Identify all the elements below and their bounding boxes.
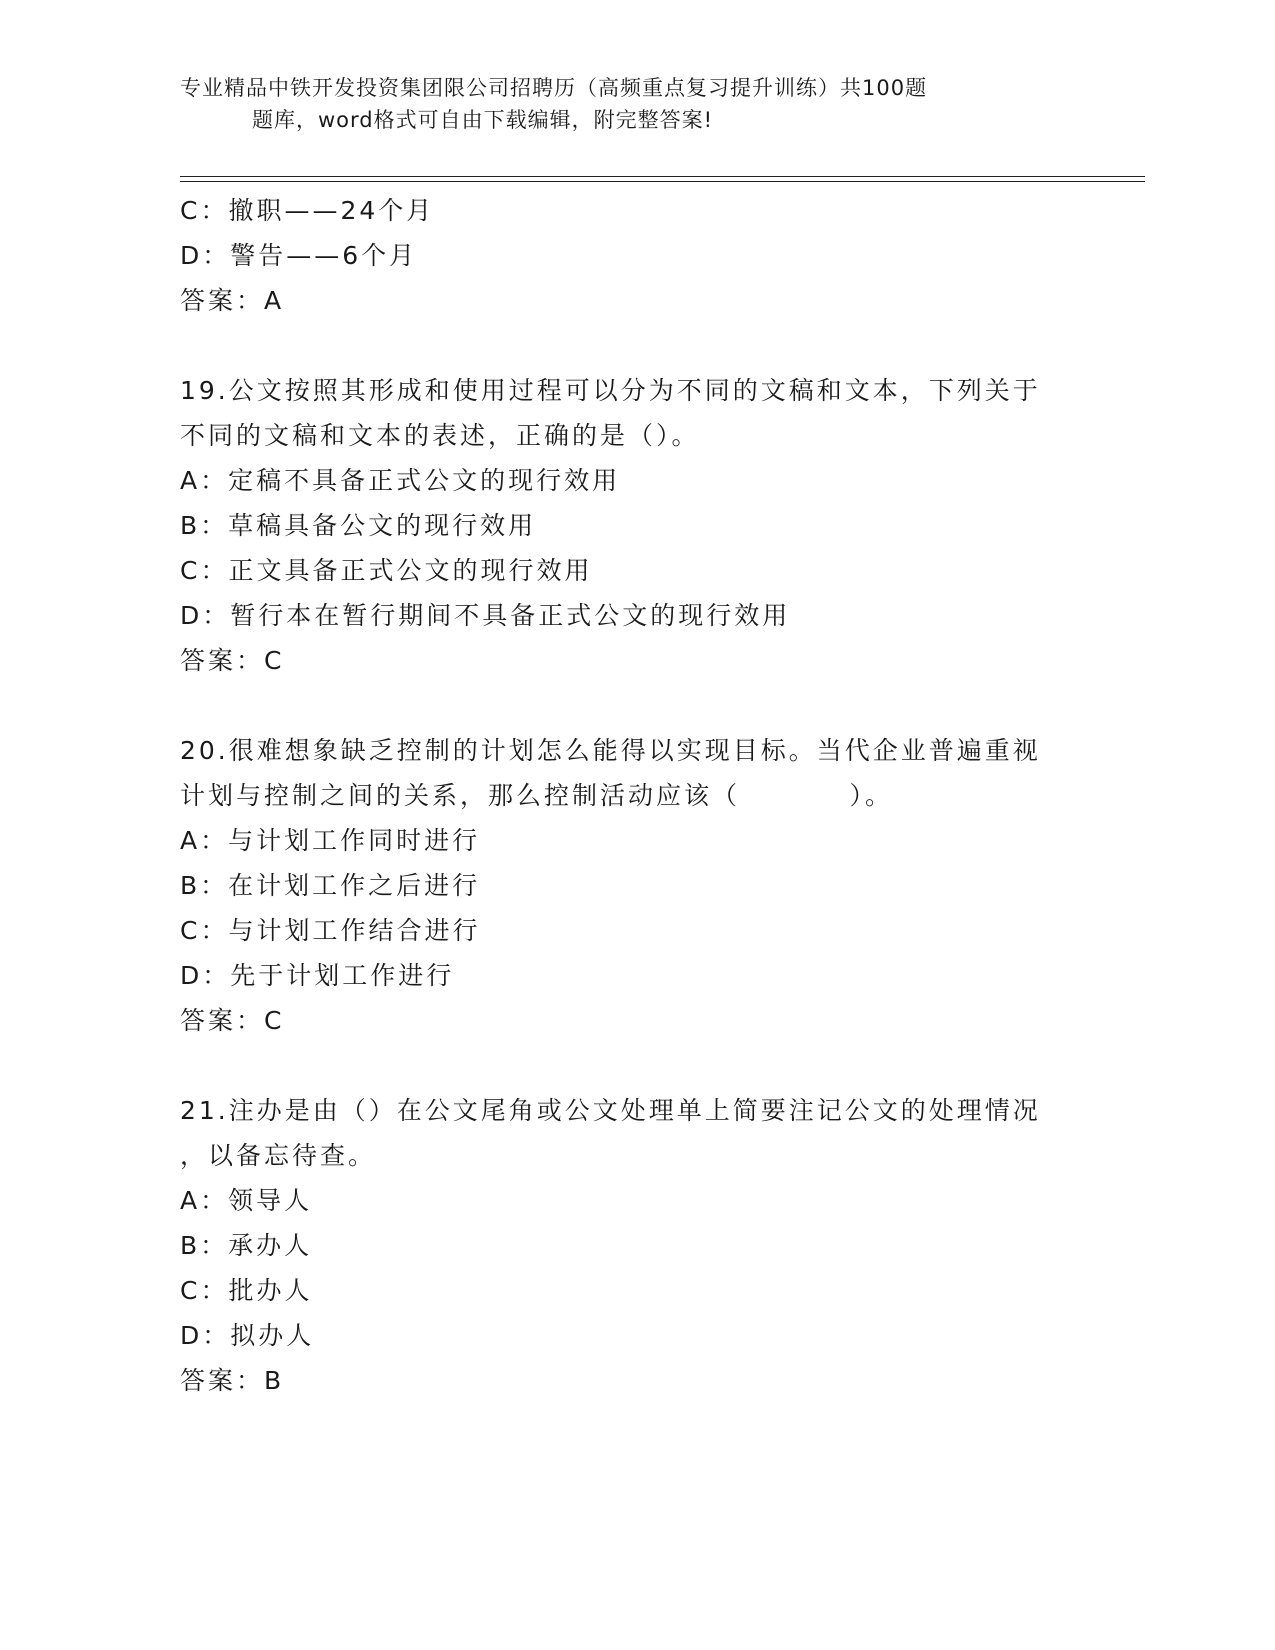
question-21-answer: 答案：B xyxy=(180,1366,285,1395)
question-20-option-c: C：与计划工作结合进行 xyxy=(180,916,481,945)
spacer xyxy=(180,683,1060,728)
question-20 xyxy=(180,728,1060,1043)
question-21-option-b: B：承办人 xyxy=(180,1231,313,1260)
question-19 xyxy=(180,368,1060,683)
question-21 xyxy=(180,1088,1060,1403)
question-18-option-c: C：撤职——24个月 xyxy=(180,196,435,225)
question-21-stem-line-1: 21.注办是由（）在公文尾角或公文处理单上简要注记公文的处理情况 xyxy=(180,1096,1041,1125)
question-19-answer: 答案：C xyxy=(180,646,285,675)
header-title-line-1: 专业精品中铁开发投资集团限公司招聘历（高频重点复习提升训练）共100题 xyxy=(180,76,928,100)
page-header xyxy=(180,72,1020,136)
question-19-option-c: C：正文具备正式公文的现行效用 xyxy=(180,556,593,585)
question-21-option-c: C：批办人 xyxy=(180,1276,313,1305)
question-20-answer: 答案：C xyxy=(180,1006,285,1035)
question-19-option-a: A：定稿不具备正式公文的现行效用 xyxy=(180,466,621,495)
question-19-stem-line-2: 不同的文稿和文本的表述，正确的是（）。 xyxy=(180,421,700,450)
header-divider-bottom xyxy=(180,181,1145,182)
header-title-line-2: 题库，word格式可自由下载编辑，附完整答案! xyxy=(252,108,714,132)
question-list xyxy=(180,188,1060,1403)
question-20-stem-line-1: 20.很难想象缺乏控制的计划怎么能得以实现目标。当代企业普遍重视 xyxy=(180,736,1041,765)
question-20-option-a: A：与计划工作同时进行 xyxy=(180,826,481,855)
question-20-option-d: D：先于计划工作进行 xyxy=(180,961,455,990)
question-21-option-d: D：拟办人 xyxy=(180,1321,315,1350)
question-20-stem-line-2: 计划与控制之间的关系，那么控制活动应该（ ）。 xyxy=(180,781,893,810)
question-19-stem-line-1: 19.公文按照其形成和使用过程可以分为不同的文稿和文本，下列关于 xyxy=(180,376,1041,405)
spacer xyxy=(180,1043,1060,1088)
question-19-option-b: B：草稿具备公文的现行效用 xyxy=(180,511,537,540)
question-20-option-b: B：在计划工作之后进行 xyxy=(180,871,481,900)
question-18-option-d: D：警告——6个月 xyxy=(180,241,418,270)
question-19-option-d: D：暂行本在暂行期间不具备正式公文的现行效用 xyxy=(180,601,791,630)
header-divider-top xyxy=(180,176,1145,177)
question-21-stem-line-2: ，以备忘待查。 xyxy=(180,1141,377,1170)
question-21-option-a: A：领导人 xyxy=(180,1186,313,1215)
spacer xyxy=(180,323,1060,368)
question-18-answer: 答案：A xyxy=(180,286,285,315)
